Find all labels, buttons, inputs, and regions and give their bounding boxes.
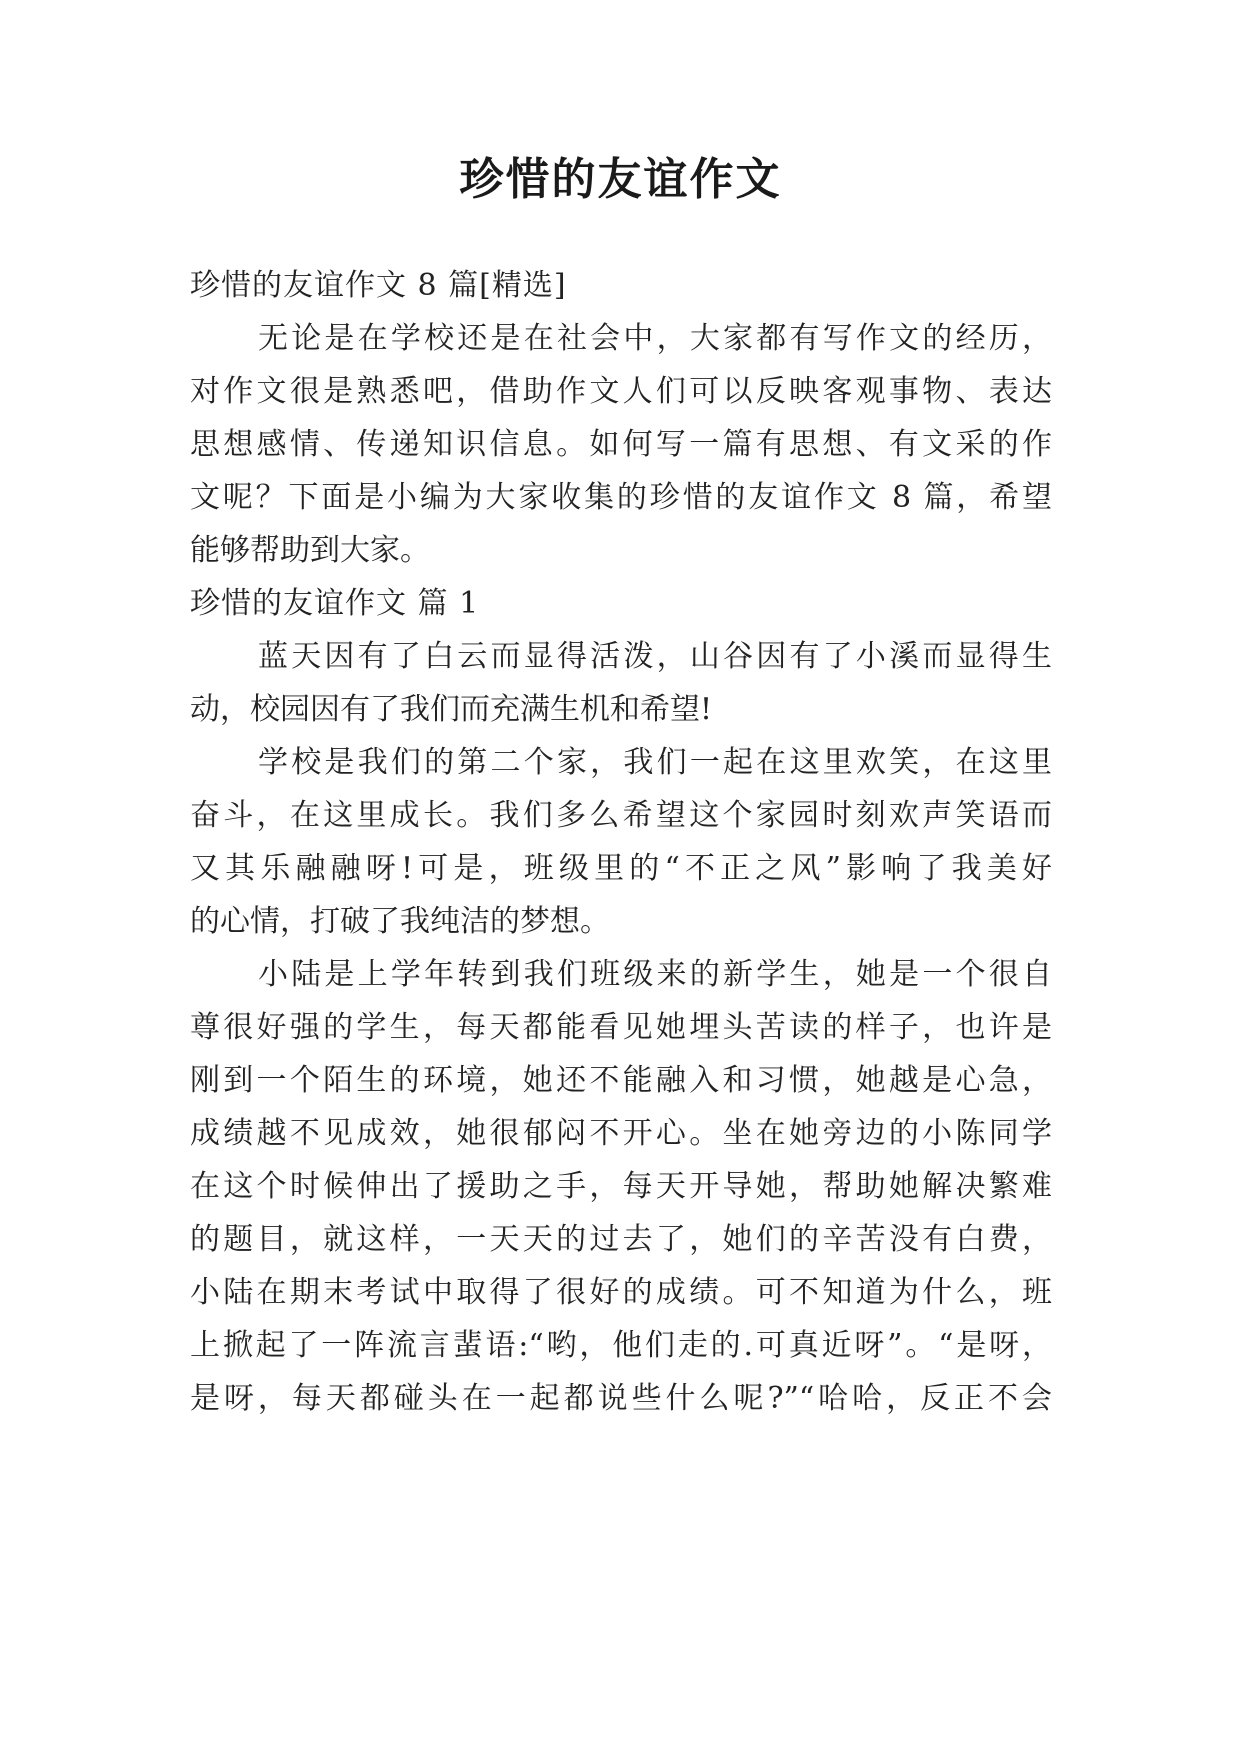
paragraph-line: 尊很好强的学生，每天都能看见她埋头苦读的样子，也许是 xyxy=(190,1010,1052,1045)
paragraph-line: 在这个时候伸出了援助之手，每天开导她，帮助她解决繁难 xyxy=(190,1169,1052,1204)
paragraph-line: 无论是在学校还是在社会中，大家都有写作文的经历， xyxy=(258,321,1052,356)
paragraph-line: 小陆是上学年转到我们班级来的新学生，她是一个很自 xyxy=(258,957,1052,992)
subtitle-line: 珍惜的友谊作文 8 篇[精选] xyxy=(190,268,567,303)
paragraph-line: 小陆在期末考试中取得了很好的成绩。可不知道为什么，班 xyxy=(190,1275,1052,1310)
paragraph-line: 成绩越不见成效，她很郁闷不开心。坐在她旁边的小陈同学 xyxy=(190,1116,1052,1151)
paragraph-line: 刚到一个陌生的环境，她还不能融入和习惯，她越是心急， xyxy=(190,1063,1052,1098)
section-heading: 珍惜的友谊作文 篇 1 xyxy=(190,586,480,621)
paragraph-line: 蓝天因有了白云而显得活泼，山谷因有了小溪而显得生 xyxy=(258,639,1052,674)
paragraph-line: 奋斗，在这里成长。我们多么希望这个家园时刻欢声笑语而 xyxy=(190,798,1052,833)
paragraph-line: 文呢？下面是小编为大家收集的珍惜的友谊作文 8 篇，希望 xyxy=(190,480,1052,515)
paragraph-line: 的题目，就这样，一天天的过去了，她们的辛苦没有白费， xyxy=(190,1222,1052,1257)
paragraph-line: 能够帮助到大家。 xyxy=(190,533,430,568)
paragraph-line: 上掀起了一阵流言蜚语:“哟，他们走的.可真近呀”。“是呀， xyxy=(190,1328,1052,1363)
paragraph-line: 对作文很是熟悉吧，借助作文人们可以反映客观事物、表达 xyxy=(190,374,1052,409)
document-title: 珍惜的友谊作文 xyxy=(459,154,782,205)
paragraph-line: 是呀，每天都碰头在一起都说些什么呢?”“哈哈，反正不会 xyxy=(190,1381,1052,1416)
paragraph-line: 思想感情、传递知识信息。如何写一篇有思想、有文采的作 xyxy=(190,427,1052,462)
paragraph-line: 学校是我们的第二个家，我们一起在这里欢笑，在这里 xyxy=(258,745,1052,780)
paragraph-line: 又其乐融融呀!可是，班级里的“不正之风”影响了我美好 xyxy=(190,851,1052,886)
paragraph-line: 的心情，打破了我纯洁的梦想。 xyxy=(190,904,610,939)
paragraph-line: 动，校园因有了我们而充满生机和希望! xyxy=(190,692,713,727)
